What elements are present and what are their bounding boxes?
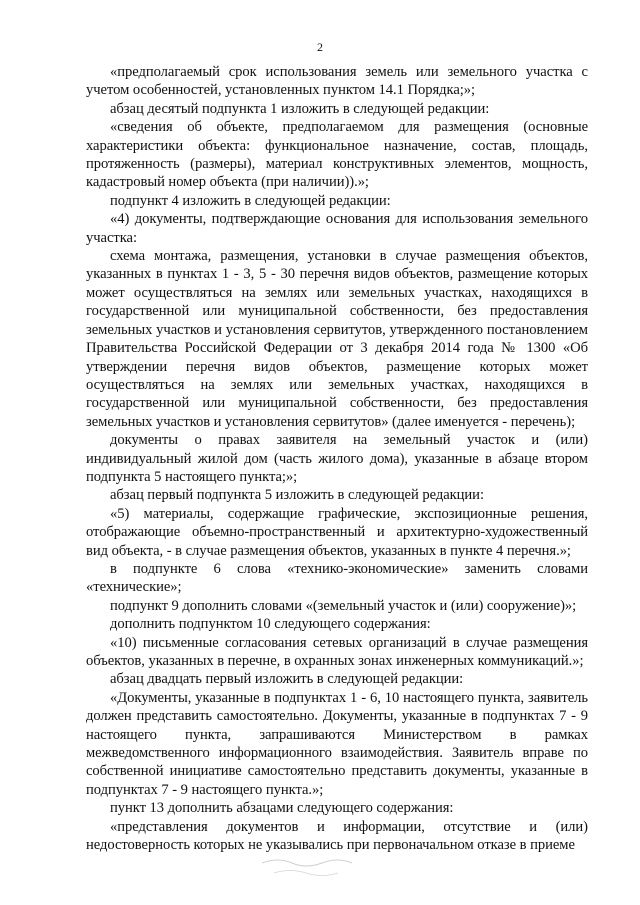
paragraph: абзац двадцать первый изложить в следующей редакции:: [110, 671, 464, 688]
paragraph: «10) письменные согласования сетевых организаций в случае размещения объектов, указанных в перечне, в охранных зонах инженерных коммуникаций.»;: [86, 634, 588, 669]
paragraph: «сведения об объекте, предполагаемом для размещения (основные характеристики объекта: функциональное назначение, состав, площадь, протяженность (размеры), материал конструктивных элементов, мощность, кадастровый номер объекта (при наличии)).»;: [86, 119, 588, 191]
paragraph: «4) документы, подтверждающие основания для использования земельного участка:: [86, 211, 588, 246]
paragraph: пункт 13 дополнить абзацами следующего содержания:: [110, 800, 454, 817]
paragraph: абзац десятый подпункта 1 изложить в следующей редакции:: [110, 100, 490, 117]
paragraph: схема монтажа, размещения, установки в случае размещения объектов, указанных в пунктах 1 - 3, 5 - 30 перечня видов объектов, размещение которых может осуществляться на землях или земельных участках, находящихся в государственной или муниципальной собственности, без предоставления земельных участков и установления сервитутов, утвержденного постановлением Правительства Российской Федерации от 3 декабря 2014 года № 1300 «Об утверждении перечня видов объектов, размещение которых может осуществляться на землях или земельных участках, находящихся в государственной или муниципальной собственности, без предоставления земельных участков и установления сервитутов» (далее именуется - перечень);: [86, 248, 588, 430]
paragraph: подпункт 9 дополнить словами «(земельный участок и (или) сооружение)»;: [110, 597, 577, 614]
paragraph: «Документы, указанные в подпунктах 1 - 6, 10 настоящего пункта, заявитель должен представить самостоятельно. Документы, указанные в подпунктах 7 - 9 настоящего пункта, запрашиваются Министерством в рамках межведомственного информационного взаимодействия. Заявитель вправе по собственной инициативе самостоятельно представить документы, указанные в подпунктах 7 - 9 настоящего пункта.»;: [86, 689, 588, 798]
paragraph: подпункт 4 изложить в следующей редакции:: [110, 192, 391, 209]
paragraph: «представления документов и информации, отсутствие и (или) недостоверность которых не указывались при первоначальном отказе в приеме: [86, 818, 588, 854]
paragraph: «5) материалы, содержащие графические, экспозиционные решения, отображающие объемно-пространственный и архитектурно-художественный вид объекта, - в случае размещения объектов, указанных в пункте 4 перечня.»;: [86, 505, 588, 559]
document-body: [86, 63, 588, 854]
paragraph: абзац первый подпункта 5 изложить в следующей редакции:: [110, 487, 484, 504]
page-number: 2: [317, 40, 323, 54]
paragraph: в подпункте 6 слова «технико-экономические» заменить словами «технические»;: [86, 560, 588, 596]
paragraph: документы о правах заявителя на земельный участок и (или) индивидуальный жилой дом (часть жилого дома), указанные в абзаце втором подпункта 5 настоящего пункта;»;: [86, 432, 588, 485]
faint-stamp-mark: [258, 853, 368, 879]
paragraph: дополнить подпунктом 10 следующего содержания:: [110, 616, 431, 633]
paragraph: «предполагаемый срок использования земель или земельного участка с учетом особенностей, установленных пунктом 14.1 Порядка;»;: [86, 64, 588, 99]
